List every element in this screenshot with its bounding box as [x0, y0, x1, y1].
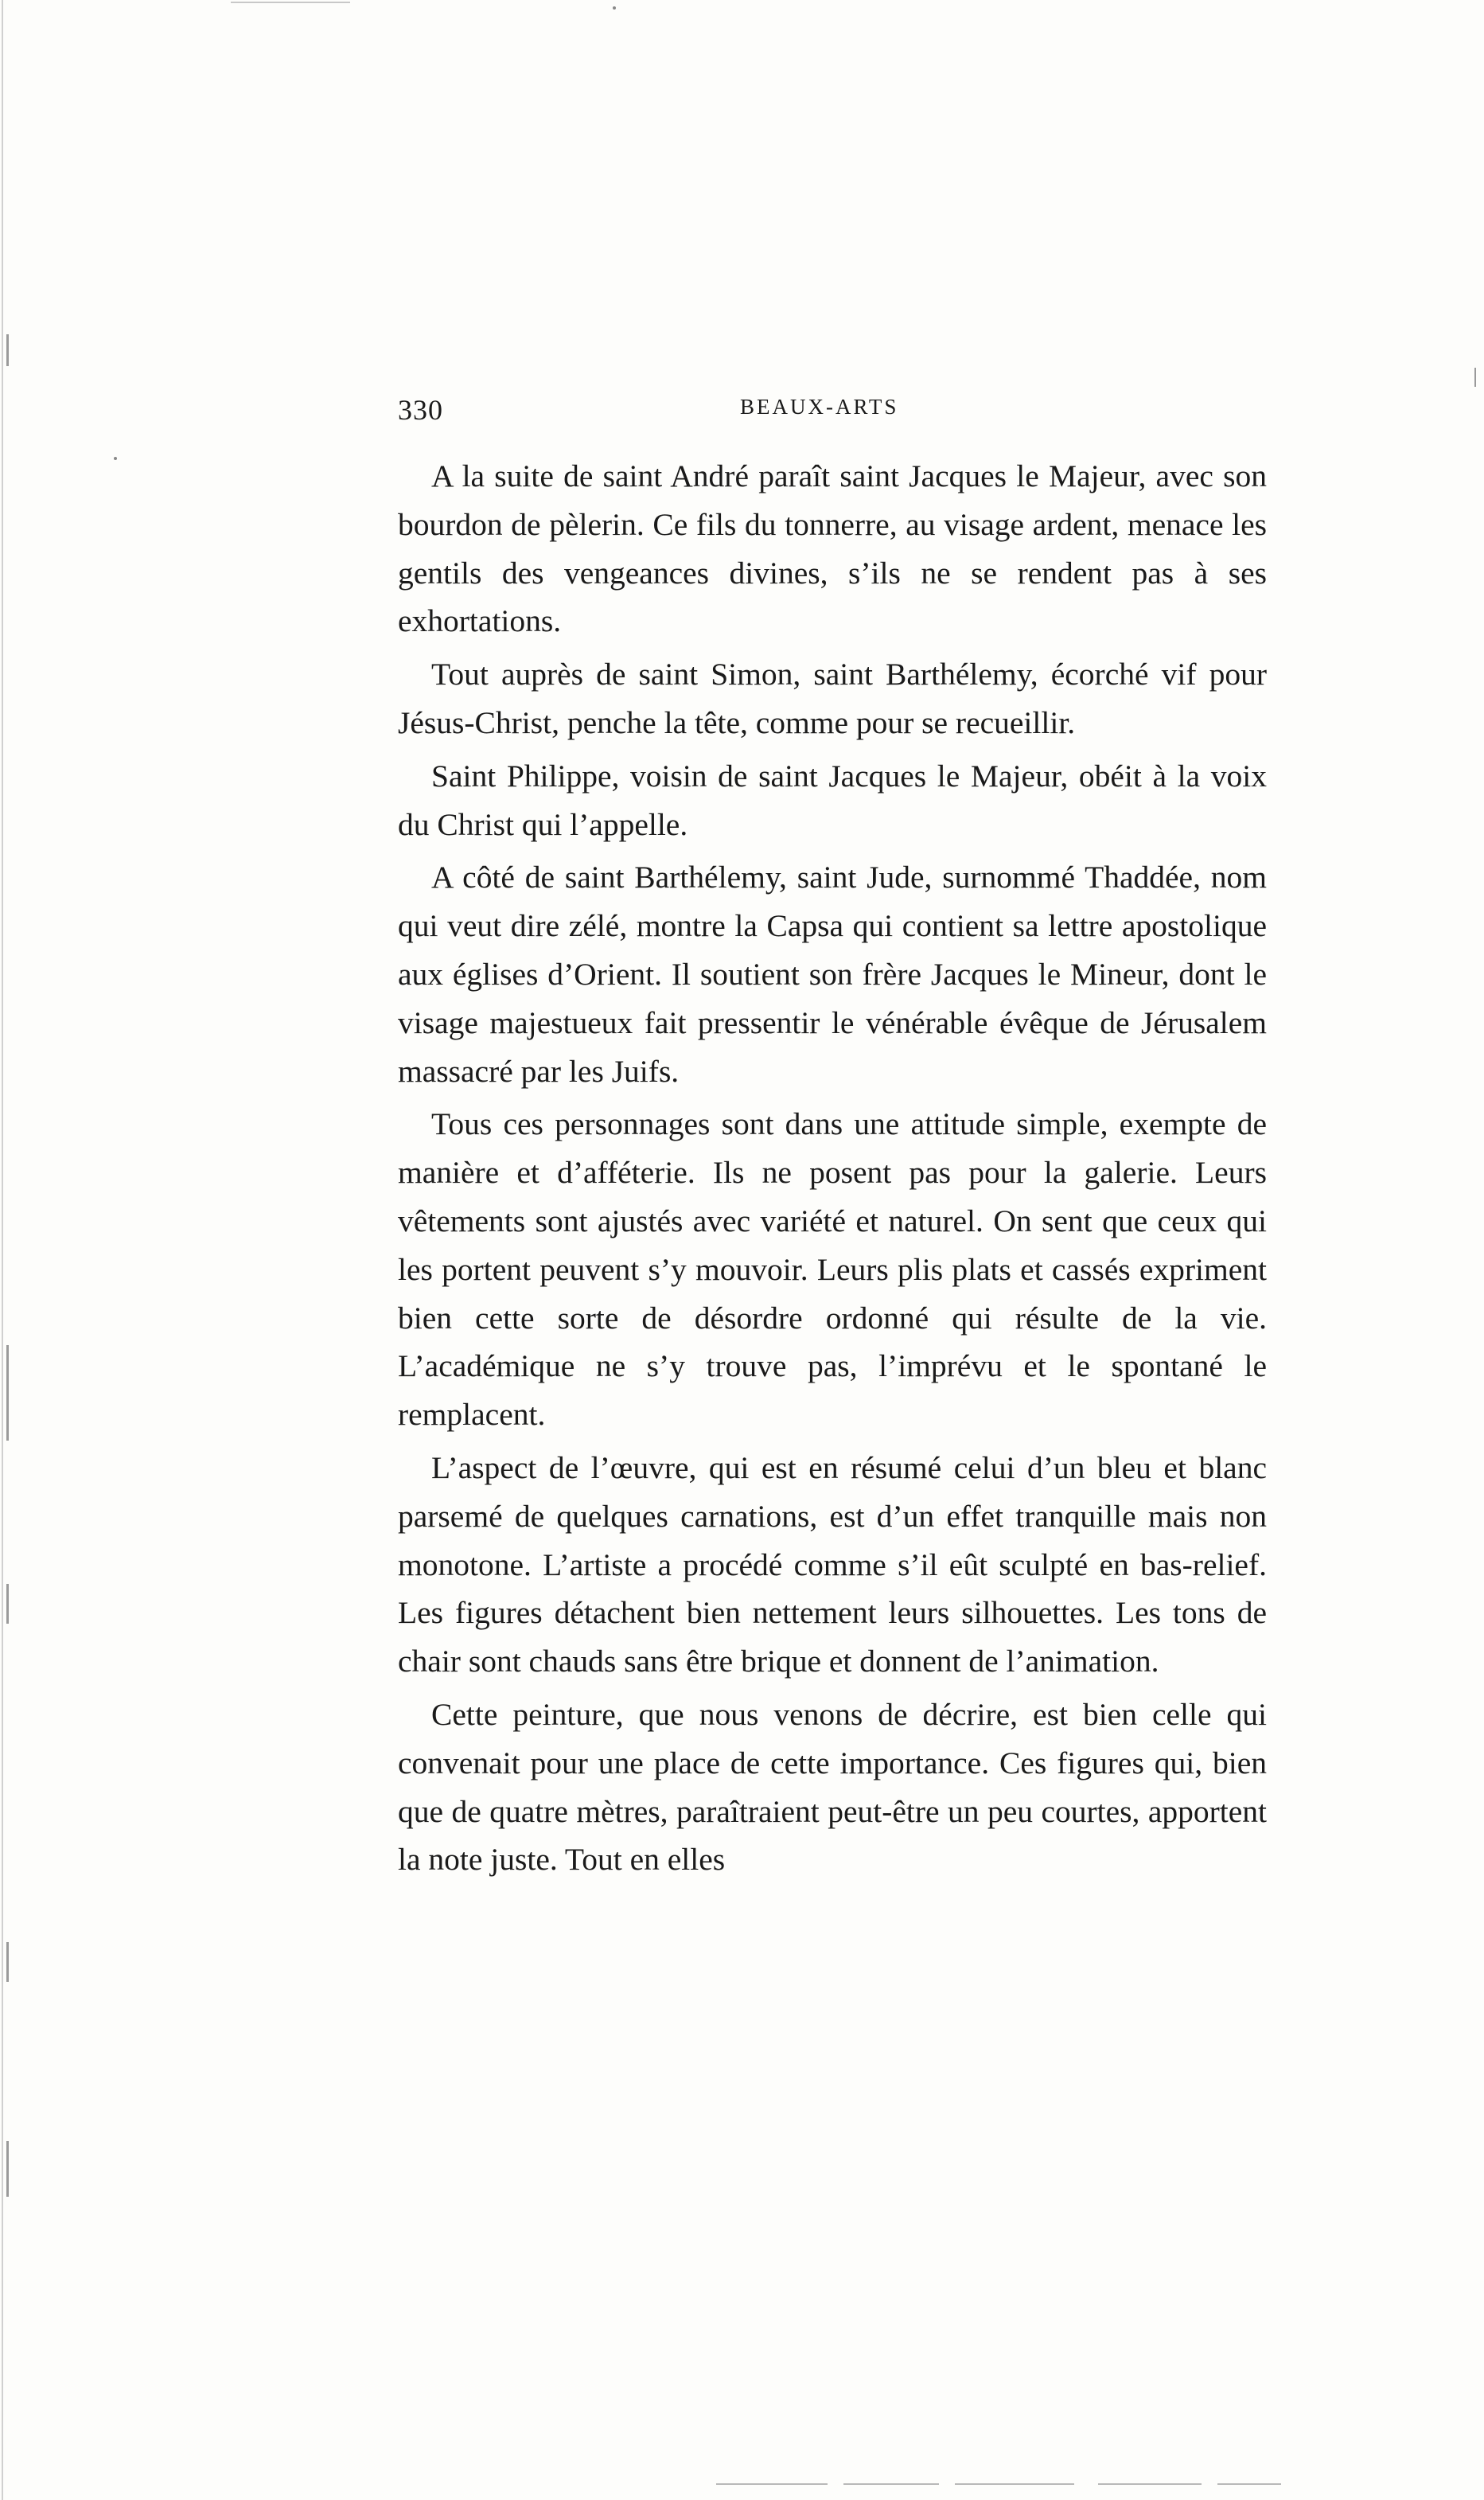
scan-edge-bottom — [955, 2483, 1074, 2485]
scan-edge-top — [231, 2, 350, 3]
page-number: 330 — [398, 394, 443, 426]
paragraph: Tous ces personnages sont dans une attitude simple, exempte de manière et d’afféterie. Ils ne posent pas pour la galerie. Leurs vêtements sont ajustés avec variété et naturel. On sent que ceux qui les portent peuvent s’y mouvoir. Leurs plis plats et cassés expriment bien cette sorte de désordre ordonné qui résulte de la vie. L’académique ne s’y trouve pas, l’imprévu et le spontané le remplacent. — [398, 1106, 1267, 1433]
paragraph: L’aspect de l’œuvre, qui est en résumé celui d’un bleu et blanc parsemé de quelques carnations, est d’un effet tranquille mais non monotone. L’artiste a procédé comme s’il eût sculpté en bas-relief. Les figures détachent bien nettement leurs silhouettes. Les tons de chair sont chauds sans être brique et donnent de l’animation. — [398, 1449, 1267, 1679]
scan-speck — [613, 6, 616, 10]
scan-edge-bottom — [1217, 2483, 1281, 2485]
scan-mark — [6, 1345, 9, 1441]
paragraph: A la suite de saint André paraît saint Jacques le Majeur, avec son bourdon de pèlerin. Ce fils du tonnerre, au visage ardent, menace les gentils des vengeances divines, s’ils ne se rendent pas à ses exhortations. — [398, 458, 1267, 639]
paragraph: Cette peinture, que nous venons de décrire, est bien celle qui convenait pour une place de cette importance. Ces figures qui, bien que de quatre mètres, paraîtraient peut-être un peu courtes, apportent la note juste. Tout en elles — [398, 1696, 1267, 1878]
paragraph: Tout auprès de saint Simon, saint Barthélemy, écorché vif pour Jésus-Christ, penche la tête, comme pour se recueillir. — [398, 657, 1267, 740]
scan-mark — [6, 2141, 9, 2197]
scan-edge-bottom — [843, 2483, 939, 2485]
scan-edge-bottom — [716, 2483, 828, 2485]
scan-edge-left — [2, 0, 3, 2500]
running-title: BEAUX-ARTS — [740, 395, 899, 419]
paragraph: A côté de saint Barthélemy, saint Jude, surnommé Thaddée, nom qui veut dire zélé, montre la Capsa qui contient sa lettre apostolique aux églises d’Orient. Il soutient son frère Jacques le Mineur, dont le visage majestueux fait pressentir le vénérable évêque de Jérusalem massacré par les Juifs. — [398, 860, 1267, 1089]
scan-mark — [6, 1942, 9, 1982]
scan-speck — [114, 457, 117, 460]
paragraph: Saint Philippe, voisin de saint Jacques le Majeur, obéit à la voix du Christ qui l’appelle. — [398, 758, 1267, 842]
running-head — [398, 388, 1265, 436]
scan-mark — [6, 1584, 9, 1624]
body-text — [398, 452, 1267, 1889]
scan-mark — [6, 334, 9, 366]
scan-mark — [1474, 368, 1476, 387]
scan-edge-bottom — [1098, 2483, 1202, 2485]
